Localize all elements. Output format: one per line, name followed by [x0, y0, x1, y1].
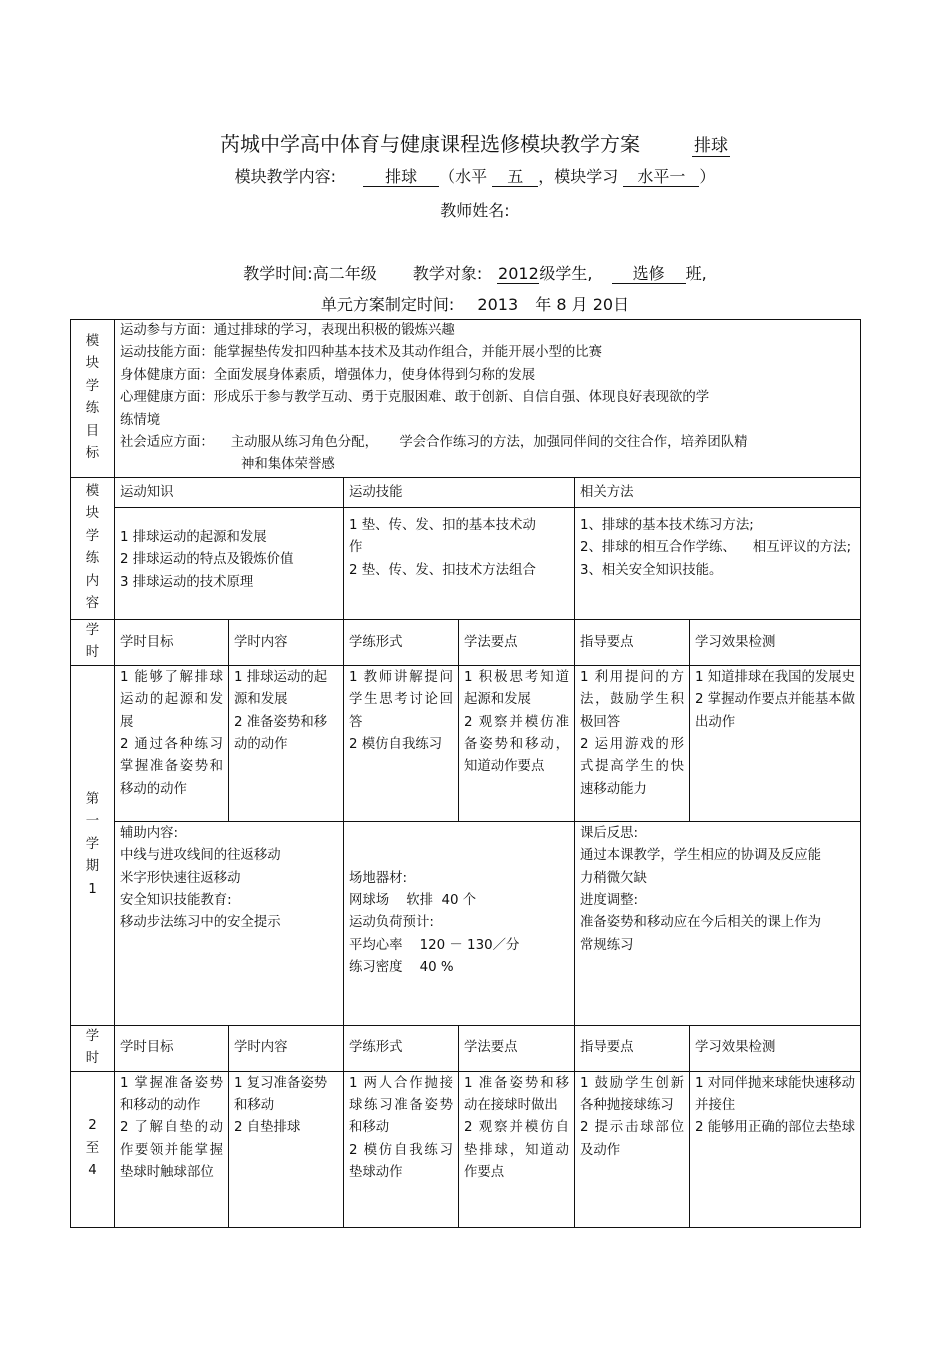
goals-row [71, 320, 861, 478]
lesson-side-label: 学时 [71, 619, 115, 665]
target-class: 选修 [612, 266, 686, 284]
title-subject: 排球 [692, 131, 730, 157]
content-body-row [71, 507, 861, 619]
col-header: 指导要点 [575, 619, 690, 665]
col-header: 学练形式 [344, 1025, 459, 1071]
time-label: 教学时间: [243, 264, 313, 283]
target-year: 2012 [498, 264, 539, 283]
term1-venue: 场地器材: 网球场 软排 40 个 运动负荷预计: 平均心率 120 － 130／分 练习密度 40 % [344, 821, 575, 1025]
term1-content: 1 排球运动的起源和发展 2 准备姿势和移动的动作 [229, 665, 344, 821]
knowledge-item: 1 排球运动的起源和发展 [120, 529, 267, 545]
method-item: 3、相关安全知识技能。 [580, 562, 723, 578]
term1-form: 1 教师讲解提问学生思考讨论回答 2 模仿自我练习 [344, 665, 459, 821]
teaching-time-line [0, 261, 950, 284]
time-value: 高二年级 [312, 264, 377, 283]
goal-line: 神和集体荣誉感 [241, 457, 335, 473]
plan-month: 8 [556, 295, 567, 314]
term1-check: 1 知道排球在我国的发展史 2 掌握动作要点并能基本做出动作 [690, 665, 861, 821]
content-label: 模块教学内容: [234, 167, 337, 186]
lesson-side-label: 学时 [71, 1025, 115, 1071]
term1-row [71, 665, 861, 821]
term2-content: 1 复习准备姿势和移动 2 自垫排球 [229, 1071, 344, 1227]
study-value: 水平一 [623, 169, 699, 187]
goals-side-label: 模块学练目标 [71, 320, 115, 478]
content-side-label: 模块学练内容 [71, 477, 115, 619]
term2-goal: 1 掌握准备姿势和移动的动作 2 了解自垫的动作要领并能掌握垫球时触球部位 [115, 1071, 229, 1227]
col-header: 学时内容 [229, 1025, 344, 1071]
term2-form: 1 两人合作抛接球练习准备姿势和移动 2 模仿自我练习垫球动作 [344, 1071, 459, 1227]
plan-day: 20 [592, 295, 614, 314]
teacher-label: 教师姓名: [440, 201, 510, 220]
level-label: （水平 [439, 167, 488, 186]
module-content-line [0, 164, 950, 187]
content-header-method: 相关方法 [575, 477, 861, 507]
plan-y: 年 [535, 295, 552, 314]
knowledge-item: 3 排球运动的技术原理 [120, 574, 254, 590]
skill-item: 1 垫、传、发、扣的基本技术动作 [349, 517, 536, 556]
teaching-plan-table [70, 319, 861, 1228]
knowledge-cell [115, 507, 344, 619]
col-header: 指导要点 [575, 1025, 690, 1071]
plan-d: 日 [613, 295, 630, 314]
goal-line: 练情境 [120, 412, 161, 428]
target-end: 班, [685, 264, 707, 283]
skill-item: 2 垫、传、发、扣技术方法组合 [349, 562, 536, 578]
teacher-line [0, 198, 950, 221]
paren-close: ） [699, 167, 716, 186]
goal-line: 心理健康方面：形成乐于参与教学互动、勇于克服困难、敢于创新、自信自强、体现良好表现欲的学 [120, 390, 710, 406]
method-cell [575, 507, 861, 619]
term1-method: 1 积极思考知道起源和发展 2 观察并模仿准备姿势和移动，知道动作要点 [459, 665, 575, 821]
plan-label: 单元方案制定时间: [320, 295, 455, 314]
term2-method: 1 准备姿势和移动在接球时做出 2 观察并模仿自垫排球，知道动作要点 [459, 1071, 575, 1227]
plan-year: 2013 [477, 295, 519, 314]
col-header: 学时目标 [115, 619, 229, 665]
goals-cell [115, 320, 861, 478]
content-header-row [71, 477, 861, 507]
col-header: 学时目标 [115, 1025, 229, 1071]
term1-guide: 1 利用提问的方法，鼓励学生积极回答 2 运用游戏的形式提高学生的快速移动能力 [575, 665, 690, 821]
level-value: 五 [492, 169, 538, 187]
goal-line: 社会适应方面： 主动服从练习角色分配， 学会合作练习的方法，加强同伴间的交往合作，培养团队精 [120, 435, 748, 451]
term1-goal: 1 能够了解排球运动的起源和发展 2 通过各种练习掌握准备姿势和移动的动作 [115, 665, 229, 821]
col-header: 学时内容 [229, 619, 344, 665]
target-mid: 级学生, [539, 264, 593, 283]
title-text: 芮城中学高中体育与健康课程选修模块教学方案 [220, 132, 640, 156]
lesson-header-row [71, 619, 861, 665]
goal-line: 身体健康方面：全面发展身体素质，增强体力，使身体得到匀称的发展 [120, 367, 536, 383]
term1-reflect: 课后反思: 通过本课教学，学生相应的协调及反应能力稍微欠缺 进度调整: 准备姿势和移动应在今后相关的课上作为常规练习 [575, 821, 861, 1025]
plan-date-line [0, 292, 950, 315]
col-header: 学法要点 [459, 1025, 575, 1071]
term1-notes-row [71, 821, 861, 1025]
target-label: 教学对象: [412, 264, 483, 283]
term2-check: 1 对同伴抛来球能快速移动并接住 2 能够用正确的部位去垫球 [690, 1071, 861, 1227]
document-title [0, 128, 950, 157]
knowledge-item: 2 排球运动的特点及锻炼价值 [120, 552, 294, 568]
study-label: ，模块学习 [538, 167, 619, 186]
goal-line: 运动技能方面：能掌握垫传发扣四种基本技术及其动作组合，并能开展小型的比赛 [120, 345, 603, 361]
term2-guide: 1 鼓励学生创新各种抛接球练习 2 提示击球部位及动作 [575, 1071, 690, 1227]
plan-m: 月 [571, 295, 588, 314]
content-header-knowledge: 运动知识 [115, 477, 344, 507]
content-header-skill: 运动技能 [344, 477, 575, 507]
term2-row [71, 1071, 861, 1227]
goal-line: 运动参与方面：通过排球的学习，表现出积极的锻炼兴趣 [120, 323, 455, 338]
col-header: 学习效果检测 [690, 619, 861, 665]
col-header: 学练形式 [344, 619, 459, 665]
method-item: 1、排球的基本技术练习方法; [580, 517, 754, 533]
content-value: 排球 [363, 169, 439, 187]
skill-cell [344, 507, 575, 619]
col-header: 学法要点 [459, 619, 575, 665]
term1-side-label: 第一学期1 [71, 665, 115, 1025]
term2-side-label: 2至4 [71, 1071, 115, 1227]
method-item: 2、排球的相互合作学练、 相互评议的方法; [580, 540, 852, 556]
lesson-header-row-2 [71, 1025, 861, 1071]
term1-aux: 辅助内容: 中线与进攻线间的往返移动 米字形快速往返移动 安全知识技能教育: 移动步法练习中的安全提示 [115, 821, 344, 1025]
col-header: 学习效果检测 [690, 1025, 861, 1071]
